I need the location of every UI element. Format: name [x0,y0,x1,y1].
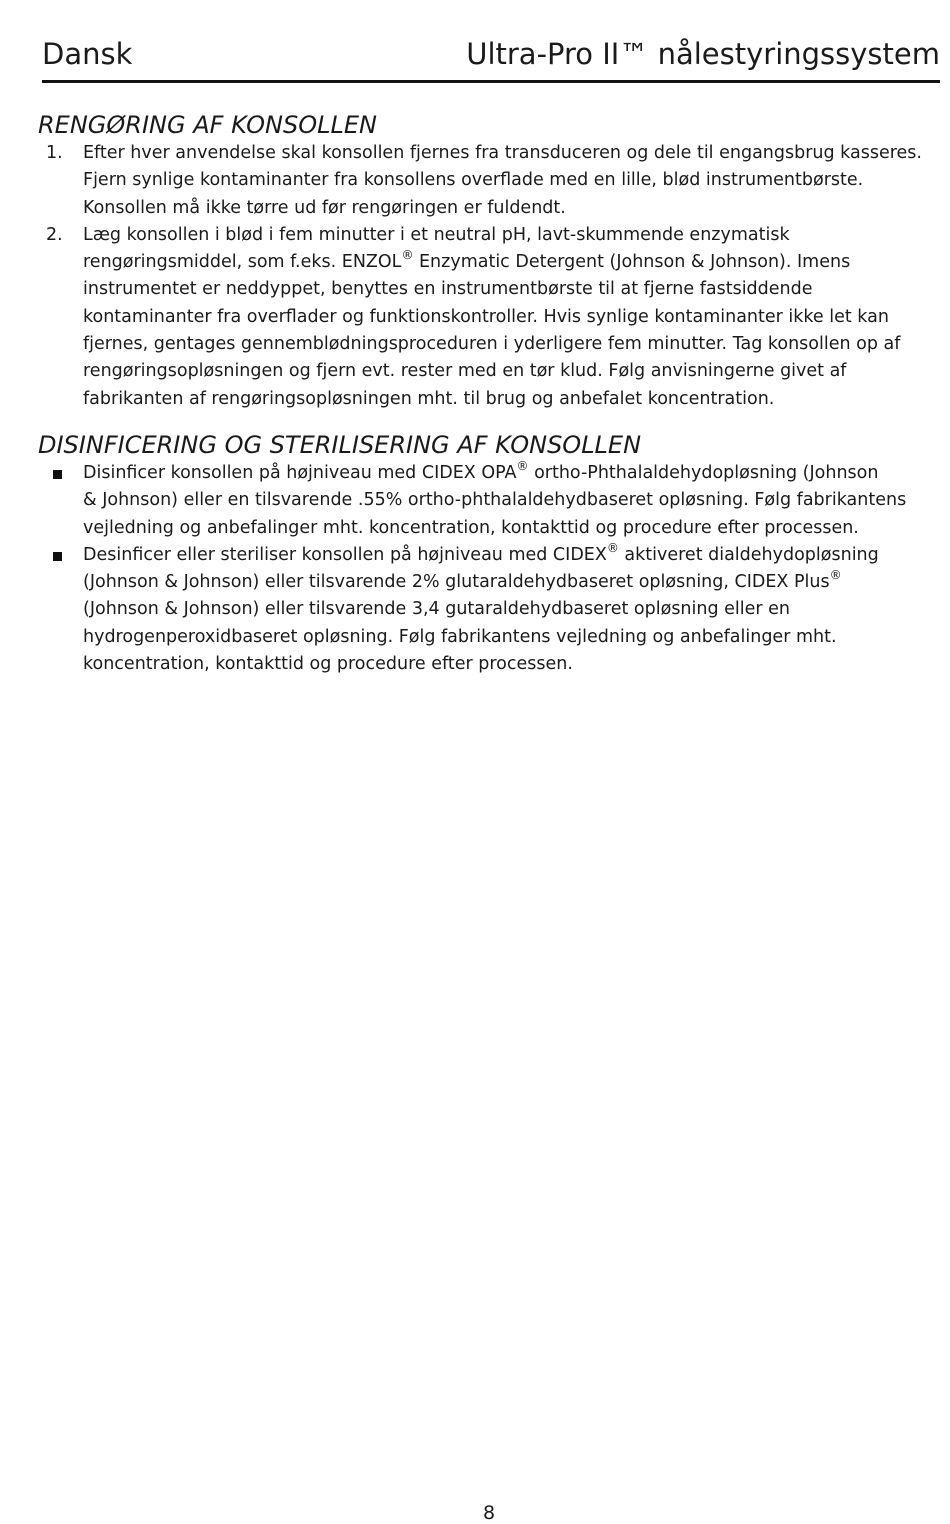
text-line [83,460,933,487]
step-number: 1. [46,143,63,163]
square-bullet-icon [53,552,62,561]
text-line: koncentration, kontakttid og procedure efter processen. [83,654,573,675]
text-line: (Johnson & Johnson) eller tilsvarende 3,4 gutaraldehydbaseret opløsning eller en [83,599,791,620]
text-line: Fjern synlige kontaminanter fra konsollens overflade med en lille, blød instrumentbørste. [83,170,864,191]
page-number: 8 [482,1502,496,1524]
text-line [83,569,933,596]
text-line: & Johnson) eller en tilsvarende .55% ortho-phthalaldehydbaseret opløsning. Følg fabrikantens [83,490,907,511]
text-line [83,542,933,569]
text-line: vejledning og anbefalinger mht. koncentration, kontakttid og procedure efter processen. [83,517,859,538]
text-fragment: Desinficer eller steriliser konsollen på højniveau med CIDEX [83,544,607,565]
text-fragment: rengøringsmiddel, som f.eks. ENZOL [83,252,402,273]
disinfection-bullets [38,460,933,678]
step-number: 2. [46,224,63,245]
registered-mark: ® [829,568,842,583]
registered-mark: ® [516,459,529,474]
text-line: hydrogenperoxidbaseret opløsning. Følg fabrikantens vejledning og anbefalinger mht. [83,626,837,647]
text-line: rengøringsopløsningen og fjern evt. rester med en tør klud. Følg anvisningerne givet af [83,361,847,382]
text-line: fabrikanten af rengøringsopløsningen mht. til brug og anbefalet koncentration. [83,388,775,409]
disinfection-heading: DISINFICERING OG STERILISERING AF KONSOLLEN [38,430,642,459]
text-line: fjernes, gentages gennemblødningsproceduren i yderligere fem minutter. Tag konsollen op af [83,334,901,355]
text-line: Konsollen må ikke tørre ud før rengøringen er fuldendt. [83,197,566,218]
text-fragment: Disinficer konsollen på højniveau med CIDEX OPA [83,462,517,483]
text-fragment: (Johnson & Johnson) eller tilsvarende 2% glutaraldehydbaseret opløsning, CIDEX Plus [83,572,830,593]
text-fragment: aktiveret dialdehydopløsning [618,544,879,565]
text-line: Læg konsollen i blød i fem minutter i et neutral pH, lavt-skummende enzymatisk [83,224,790,245]
cleaning-section [38,110,933,413]
language-label: Dansk [42,37,133,71]
disinfection-bullet-2 [38,542,933,678]
page-content [38,110,933,695]
text-line [83,249,933,276]
text-fragment: ortho-Phthalaldehydopløsning (Johnson [528,462,879,483]
cleaning-step-2 [38,222,933,413]
product-title: Ultra-Pro II™ nålestyringssystem [466,37,940,71]
text-fragment: Enzymatic Detergent (Johnson & Johnson). Imens [413,252,851,273]
registered-mark: ® [401,248,414,263]
cleaning-heading: RENGØRING AF KONSOLLEN [38,111,377,139]
text-line: kontaminanter fra overflader og funktionskontroller. Hvis synlige kontaminanter ikke let kan [83,306,889,327]
page-header [42,36,940,83]
registered-mark: ® [606,541,619,556]
cleaning-step-1 [38,140,933,222]
text-line: instrumentet er neddyppet, benyttes en instrumentbørste til at fjerne fastsiddende [83,279,813,300]
disinfection-bullet-1 [38,460,933,542]
text-line: Efter hver anvendelse skal konsollen fjernes fra transduceren og dele til engangsbrug kasseres. [83,143,922,163]
square-bullet-icon [53,470,62,479]
cleaning-steps [38,140,933,413]
disinfection-section [38,430,933,678]
